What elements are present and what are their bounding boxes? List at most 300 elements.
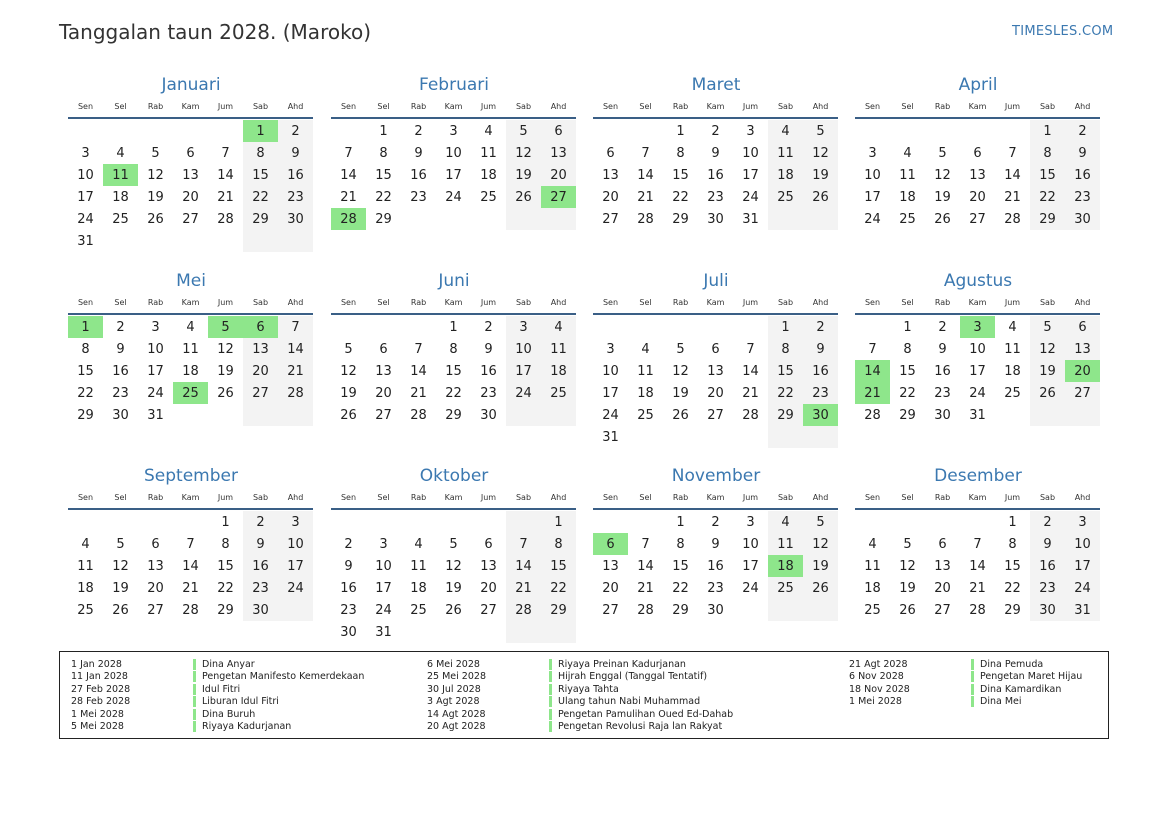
- day-cell[interactable]: 14: [637, 558, 654, 574]
- day-cell[interactable]: 26: [147, 211, 164, 227]
- day-cell[interactable]: 17: [969, 363, 986, 379]
- day-cell[interactable]: 2: [938, 319, 947, 335]
- day-cell[interactable]: 28: [637, 211, 654, 227]
- day-cell[interactable]: 5: [803, 511, 838, 533]
- day-cell[interactable]: 26: [1030, 382, 1065, 404]
- day-cell[interactable]: 6: [186, 145, 195, 161]
- day-cell[interactable]: 1: [676, 123, 685, 139]
- day-cell[interactable]: 14: [340, 167, 357, 183]
- day-cell[interactable]: 24: [77, 211, 94, 227]
- day-cell[interactable]: 19: [803, 555, 838, 577]
- day-cell[interactable]: 9: [803, 338, 838, 360]
- day-cell[interactable]: 30: [278, 208, 313, 230]
- day-cell[interactable]: 29: [672, 211, 689, 227]
- day-cell[interactable]: 20: [147, 580, 164, 596]
- day-cell[interactable]: 14: [182, 558, 199, 574]
- day-cell[interactable]: 13: [541, 142, 576, 164]
- day-cell[interactable]: 18: [182, 363, 199, 379]
- day-cell[interactable]: 8: [903, 341, 912, 357]
- day-cell[interactable]: 27: [147, 602, 164, 618]
- day-cell[interactable]: 4: [186, 319, 195, 335]
- day-cell[interactable]: 3: [1065, 511, 1100, 533]
- day-cell[interactable]: 18: [768, 164, 803, 186]
- day-cell[interactable]: 11: [637, 363, 654, 379]
- day-cell[interactable]: 23: [243, 577, 278, 599]
- day-cell[interactable]: 13: [934, 558, 951, 574]
- day-cell[interactable]: 16: [1030, 555, 1065, 577]
- day-cell[interactable]: 21: [410, 385, 427, 401]
- day-cell[interactable]: 24: [506, 382, 541, 404]
- day-cell[interactable]: 9: [484, 341, 493, 357]
- day-cell[interactable]: 18: [77, 580, 94, 596]
- day-cell[interactable]: 16: [410, 167, 427, 183]
- holiday-day-cell[interactable]: 11: [103, 164, 138, 186]
- day-cell[interactable]: 11: [410, 558, 427, 574]
- day-cell[interactable]: 22: [375, 189, 392, 205]
- day-cell[interactable]: 9: [711, 536, 720, 552]
- day-cell[interactable]: 19: [506, 164, 541, 186]
- day-cell[interactable]: 28: [637, 602, 654, 618]
- day-cell[interactable]: 7: [641, 145, 650, 161]
- day-cell[interactable]: 17: [742, 167, 759, 183]
- day-cell[interactable]: 26: [672, 407, 689, 423]
- day-cell[interactable]: 30: [243, 599, 278, 621]
- day-cell[interactable]: 1: [379, 123, 388, 139]
- day-cell[interactable]: 25: [77, 602, 94, 618]
- day-cell[interactable]: 10: [742, 536, 759, 552]
- day-cell[interactable]: 2: [711, 514, 720, 530]
- day-cell[interactable]: 26: [217, 385, 234, 401]
- day-cell[interactable]: 12: [934, 167, 951, 183]
- day-cell[interactable]: 25: [112, 211, 129, 227]
- day-cell[interactable]: 12: [217, 341, 234, 357]
- day-cell[interactable]: 20: [541, 164, 576, 186]
- day-cell[interactable]: 2: [803, 316, 838, 338]
- day-cell[interactable]: 11: [1004, 341, 1021, 357]
- day-cell[interactable]: 22: [672, 580, 689, 596]
- day-cell[interactable]: 14: [506, 555, 541, 577]
- day-cell[interactable]: 23: [934, 385, 951, 401]
- day-cell[interactable]: 11: [182, 341, 199, 357]
- day-cell[interactable]: 1: [1030, 120, 1065, 142]
- day-cell[interactable]: 8: [1008, 536, 1017, 552]
- day-cell[interactable]: 29: [1030, 208, 1065, 230]
- day-cell[interactable]: 5: [1030, 316, 1065, 338]
- day-cell[interactable]: 2: [1030, 511, 1065, 533]
- day-cell[interactable]: 3: [278, 511, 313, 533]
- day-cell[interactable]: 9: [1030, 533, 1065, 555]
- day-cell[interactable]: 15: [672, 558, 689, 574]
- day-cell[interactable]: 4: [641, 341, 650, 357]
- day-cell[interactable]: 6: [938, 536, 947, 552]
- day-cell[interactable]: 31: [147, 407, 164, 423]
- day-cell[interactable]: 25: [768, 186, 803, 208]
- day-cell[interactable]: 30: [112, 407, 129, 423]
- day-cell[interactable]: 25: [480, 189, 497, 205]
- day-cell[interactable]: 17: [602, 385, 619, 401]
- day-cell[interactable]: 11: [768, 142, 803, 164]
- day-cell[interactable]: 7: [186, 536, 195, 552]
- day-cell[interactable]: 18: [410, 580, 427, 596]
- day-cell[interactable]: 29: [541, 599, 576, 621]
- holiday-day-cell[interactable]: 20: [1065, 360, 1100, 382]
- day-cell[interactable]: 27: [969, 211, 986, 227]
- day-cell[interactable]: 16: [707, 558, 724, 574]
- day-cell[interactable]: 27: [934, 602, 951, 618]
- day-cell[interactable]: 25: [864, 602, 881, 618]
- day-cell[interactable]: 20: [480, 580, 497, 596]
- day-cell[interactable]: 19: [112, 580, 129, 596]
- day-cell[interactable]: 29: [375, 211, 392, 227]
- day-cell[interactable]: 17: [864, 189, 881, 205]
- day-cell[interactable]: 6: [151, 536, 160, 552]
- day-cell[interactable]: 19: [899, 580, 916, 596]
- day-cell[interactable]: 24: [742, 580, 759, 596]
- day-cell[interactable]: 4: [903, 145, 912, 161]
- day-cell[interactable]: 26: [340, 407, 357, 423]
- holiday-day-cell[interactable]: 3: [960, 316, 995, 338]
- day-cell[interactable]: 25: [637, 407, 654, 423]
- day-cell[interactable]: 19: [803, 164, 838, 186]
- day-cell[interactable]: 14: [1004, 167, 1021, 183]
- day-cell[interactable]: 16: [243, 555, 278, 577]
- day-cell[interactable]: 24: [375, 602, 392, 618]
- day-cell[interactable]: 21: [506, 577, 541, 599]
- day-cell[interactable]: 2: [1065, 120, 1100, 142]
- day-cell[interactable]: 24: [278, 577, 313, 599]
- day-cell[interactable]: 29: [1004, 602, 1021, 618]
- day-cell[interactable]: 18: [541, 360, 576, 382]
- day-cell[interactable]: 21: [340, 189, 357, 205]
- holiday-day-cell[interactable]: 6: [593, 533, 628, 555]
- day-cell[interactable]: 5: [116, 536, 125, 552]
- day-cell[interactable]: 13: [1065, 338, 1100, 360]
- day-cell[interactable]: 31: [742, 211, 759, 227]
- day-cell[interactable]: 15: [672, 167, 689, 183]
- day-cell[interactable]: 11: [768, 533, 803, 555]
- day-cell[interactable]: 17: [445, 167, 462, 183]
- day-cell[interactable]: 8: [243, 142, 278, 164]
- day-cell[interactable]: 19: [1030, 360, 1065, 382]
- day-cell[interactable]: 2: [414, 123, 423, 139]
- day-cell[interactable]: 7: [746, 341, 755, 357]
- day-cell[interactable]: 6: [973, 145, 982, 161]
- day-cell[interactable]: 15: [1004, 558, 1021, 574]
- day-cell[interactable]: 31: [602, 429, 619, 445]
- day-cell[interactable]: 11: [480, 145, 497, 161]
- day-cell[interactable]: 3: [746, 514, 755, 530]
- holiday-day-cell[interactable]: 5: [208, 316, 243, 338]
- day-cell[interactable]: 26: [934, 211, 951, 227]
- day-cell[interactable]: 12: [506, 142, 541, 164]
- day-cell[interactable]: 1: [221, 514, 230, 530]
- day-cell[interactable]: 20: [602, 189, 619, 205]
- day-cell[interactable]: 19: [217, 363, 234, 379]
- day-cell[interactable]: 15: [243, 164, 278, 186]
- day-cell[interactable]: 31: [1065, 599, 1100, 621]
- day-cell[interactable]: 15: [445, 363, 462, 379]
- day-cell[interactable]: 20: [969, 189, 986, 205]
- day-cell[interactable]: 17: [77, 189, 94, 205]
- day-cell[interactable]: 20: [707, 385, 724, 401]
- day-cell[interactable]: 16: [480, 363, 497, 379]
- day-cell[interactable]: 6: [606, 145, 615, 161]
- day-cell[interactable]: 27: [1065, 382, 1100, 404]
- day-cell[interactable]: 8: [676, 145, 685, 161]
- day-cell[interactable]: 8: [379, 145, 388, 161]
- day-cell[interactable]: 15: [768, 360, 803, 382]
- day-cell[interactable]: 17: [742, 558, 759, 574]
- day-cell[interactable]: 5: [506, 120, 541, 142]
- day-cell[interactable]: 2: [278, 120, 313, 142]
- day-cell[interactable]: 3: [506, 316, 541, 338]
- day-cell[interactable]: 9: [243, 533, 278, 555]
- day-cell[interactable]: 26: [112, 602, 129, 618]
- day-cell[interactable]: 21: [1004, 189, 1021, 205]
- day-cell[interactable]: 20: [602, 580, 619, 596]
- day-cell[interactable]: 27: [480, 602, 497, 618]
- day-cell[interactable]: 28: [506, 599, 541, 621]
- day-cell[interactable]: 31: [77, 233, 94, 249]
- day-cell[interactable]: 27: [182, 211, 199, 227]
- day-cell[interactable]: 4: [868, 536, 877, 552]
- day-cell[interactable]: 30: [480, 407, 497, 423]
- day-cell[interactable]: 27: [243, 382, 278, 404]
- day-cell[interactable]: 30: [707, 602, 724, 618]
- day-cell[interactable]: 4: [116, 145, 125, 161]
- day-cell[interactable]: 23: [1065, 186, 1100, 208]
- day-cell[interactable]: 5: [676, 341, 685, 357]
- day-cell[interactable]: 24: [969, 385, 986, 401]
- day-cell[interactable]: 22: [672, 189, 689, 205]
- day-cell[interactable]: 26: [899, 602, 916, 618]
- day-cell[interactable]: 15: [375, 167, 392, 183]
- day-cell[interactable]: 30: [1065, 208, 1100, 230]
- day-cell[interactable]: 21: [637, 189, 654, 205]
- day-cell[interactable]: 16: [278, 164, 313, 186]
- day-cell[interactable]: 19: [340, 385, 357, 401]
- day-cell[interactable]: 28: [410, 407, 427, 423]
- day-cell[interactable]: 1: [768, 316, 803, 338]
- day-cell[interactable]: 13: [602, 167, 619, 183]
- day-cell[interactable]: 19: [147, 189, 164, 205]
- day-cell[interactable]: 4: [81, 536, 90, 552]
- holiday-day-cell[interactable]: 21: [855, 382, 890, 404]
- day-cell[interactable]: 12: [1030, 338, 1065, 360]
- day-cell[interactable]: 24: [864, 211, 881, 227]
- day-cell[interactable]: 1: [449, 319, 458, 335]
- day-cell[interactable]: 27: [602, 211, 619, 227]
- day-cell[interactable]: 22: [445, 385, 462, 401]
- day-cell[interactable]: 23: [480, 385, 497, 401]
- day-cell[interactable]: 6: [379, 341, 388, 357]
- day-cell[interactable]: 15: [1030, 164, 1065, 186]
- day-cell[interactable]: 29: [768, 404, 803, 426]
- day-cell[interactable]: 9: [116, 341, 125, 357]
- day-cell[interactable]: 21: [217, 189, 234, 205]
- day-cell[interactable]: 13: [375, 363, 392, 379]
- day-cell[interactable]: 28: [969, 602, 986, 618]
- day-cell[interactable]: 18: [480, 167, 497, 183]
- day-cell[interactable]: 12: [340, 363, 357, 379]
- day-cell[interactable]: 1: [1008, 514, 1017, 530]
- day-cell[interactable]: 29: [243, 208, 278, 230]
- day-cell[interactable]: 17: [506, 360, 541, 382]
- day-cell[interactable]: 26: [445, 602, 462, 618]
- day-cell[interactable]: 12: [445, 558, 462, 574]
- day-cell[interactable]: 18: [112, 189, 129, 205]
- day-cell[interactable]: 20: [934, 580, 951, 596]
- day-cell[interactable]: 8: [676, 536, 685, 552]
- day-cell[interactable]: 16: [340, 580, 357, 596]
- day-cell[interactable]: 14: [637, 167, 654, 183]
- day-cell[interactable]: 22: [1030, 186, 1065, 208]
- day-cell[interactable]: 21: [969, 580, 986, 596]
- day-cell[interactable]: 21: [742, 385, 759, 401]
- day-cell[interactable]: 22: [77, 385, 94, 401]
- day-cell[interactable]: 1: [676, 514, 685, 530]
- day-cell[interactable]: 22: [1004, 580, 1021, 596]
- day-cell[interactable]: 8: [449, 341, 458, 357]
- day-cell[interactable]: 28: [864, 407, 881, 423]
- day-cell[interactable]: 24: [1065, 577, 1100, 599]
- day-cell[interactable]: 17: [375, 580, 392, 596]
- day-cell[interactable]: 10: [147, 341, 164, 357]
- day-cell[interactable]: 13: [602, 558, 619, 574]
- holiday-day-cell[interactable]: 18: [768, 555, 803, 577]
- day-cell[interactable]: 12: [672, 363, 689, 379]
- day-cell[interactable]: 23: [410, 189, 427, 205]
- day-cell[interactable]: 3: [151, 319, 160, 335]
- day-cell[interactable]: 29: [672, 602, 689, 618]
- holiday-day-cell[interactable]: 25: [173, 382, 208, 404]
- day-cell[interactable]: 29: [217, 602, 234, 618]
- day-cell[interactable]: 15: [217, 558, 234, 574]
- holiday-day-cell[interactable]: 14: [855, 360, 890, 382]
- day-cell[interactable]: 17: [278, 555, 313, 577]
- day-cell[interactable]: 23: [707, 580, 724, 596]
- holiday-day-cell[interactable]: 30: [803, 404, 838, 426]
- day-cell[interactable]: 25: [1004, 385, 1021, 401]
- day-cell[interactable]: 6: [1065, 316, 1100, 338]
- day-cell[interactable]: 21: [637, 580, 654, 596]
- day-cell[interactable]: 19: [934, 189, 951, 205]
- day-cell[interactable]: 1: [541, 511, 576, 533]
- day-cell[interactable]: 29: [899, 407, 916, 423]
- day-cell[interactable]: 13: [182, 167, 199, 183]
- day-cell[interactable]: 31: [969, 407, 986, 423]
- day-cell[interactable]: 28: [742, 407, 759, 423]
- day-cell[interactable]: 13: [243, 338, 278, 360]
- day-cell[interactable]: 13: [707, 363, 724, 379]
- day-cell[interactable]: 5: [903, 536, 912, 552]
- day-cell[interactable]: 18: [864, 580, 881, 596]
- day-cell[interactable]: 26: [506, 186, 541, 208]
- day-cell[interactable]: 2: [344, 536, 353, 552]
- day-cell[interactable]: 16: [707, 167, 724, 183]
- day-cell[interactable]: 23: [1030, 577, 1065, 599]
- day-cell[interactable]: 5: [449, 536, 458, 552]
- day-cell[interactable]: 16: [934, 363, 951, 379]
- day-cell[interactable]: 11: [77, 558, 94, 574]
- day-cell[interactable]: 20: [243, 360, 278, 382]
- site-link[interactable]: TIMESLES.COM: [1012, 24, 1114, 39]
- day-cell[interactable]: 2: [243, 511, 278, 533]
- day-cell[interactable]: 25: [899, 211, 916, 227]
- day-cell[interactable]: 7: [344, 145, 353, 161]
- day-cell[interactable]: 10: [864, 167, 881, 183]
- day-cell[interactable]: 11: [541, 338, 576, 360]
- day-cell[interactable]: 10: [1065, 533, 1100, 555]
- day-cell[interactable]: 3: [746, 123, 755, 139]
- day-cell[interactable]: 8: [221, 536, 230, 552]
- day-cell[interactable]: 7: [221, 145, 230, 161]
- day-cell[interactable]: 28: [217, 211, 234, 227]
- day-cell[interactable]: 22: [541, 577, 576, 599]
- day-cell[interactable]: 2: [116, 319, 125, 335]
- day-cell[interactable]: 7: [278, 316, 313, 338]
- day-cell[interactable]: 16: [112, 363, 129, 379]
- day-cell[interactable]: 27: [375, 407, 392, 423]
- holiday-day-cell[interactable]: 1: [243, 120, 278, 142]
- day-cell[interactable]: 27: [707, 407, 724, 423]
- day-cell[interactable]: 8: [541, 533, 576, 555]
- day-cell[interactable]: 6: [541, 120, 576, 142]
- day-cell[interactable]: 10: [77, 167, 94, 183]
- day-cell[interactable]: 13: [147, 558, 164, 574]
- day-cell[interactable]: 20: [375, 385, 392, 401]
- day-cell[interactable]: 14: [742, 363, 759, 379]
- day-cell[interactable]: 23: [340, 602, 357, 618]
- day-cell[interactable]: 28: [278, 382, 313, 404]
- day-cell[interactable]: 13: [969, 167, 986, 183]
- day-cell[interactable]: 6: [711, 341, 720, 357]
- day-cell[interactable]: 23: [112, 385, 129, 401]
- day-cell[interactable]: 20: [182, 189, 199, 205]
- day-cell[interactable]: 9: [278, 142, 313, 164]
- day-cell[interactable]: 30: [934, 407, 951, 423]
- day-cell[interactable]: 22: [768, 382, 803, 404]
- day-cell[interactable]: 28: [182, 602, 199, 618]
- day-cell[interactable]: 7: [1008, 145, 1017, 161]
- day-cell[interactable]: 22: [217, 580, 234, 596]
- day-cell[interactable]: 29: [77, 407, 94, 423]
- day-cell[interactable]: 7: [414, 341, 423, 357]
- day-cell[interactable]: 27: [602, 602, 619, 618]
- day-cell[interactable]: 14: [278, 338, 313, 360]
- day-cell[interactable]: 8: [768, 338, 803, 360]
- day-cell[interactable]: 11: [899, 167, 916, 183]
- day-cell[interactable]: 25: [541, 382, 576, 404]
- day-cell[interactable]: 25: [410, 602, 427, 618]
- day-cell[interactable]: 28: [1004, 211, 1021, 227]
- day-cell[interactable]: 24: [147, 385, 164, 401]
- day-cell[interactable]: 7: [506, 533, 541, 555]
- holiday-day-cell[interactable]: 1: [68, 316, 103, 338]
- day-cell[interactable]: 18: [899, 189, 916, 205]
- day-cell[interactable]: 5: [938, 145, 947, 161]
- day-cell[interactable]: 12: [112, 558, 129, 574]
- day-cell[interactable]: 18: [637, 385, 654, 401]
- holiday-day-cell[interactable]: 27: [541, 186, 576, 208]
- day-cell[interactable]: 12: [803, 142, 838, 164]
- day-cell[interactable]: 4: [1008, 319, 1017, 335]
- day-cell[interactable]: 10: [375, 558, 392, 574]
- day-cell[interactable]: 12: [147, 167, 164, 183]
- day-cell[interactable]: 14: [969, 558, 986, 574]
- day-cell[interactable]: 25: [768, 577, 803, 599]
- day-cell[interactable]: 9: [711, 145, 720, 161]
